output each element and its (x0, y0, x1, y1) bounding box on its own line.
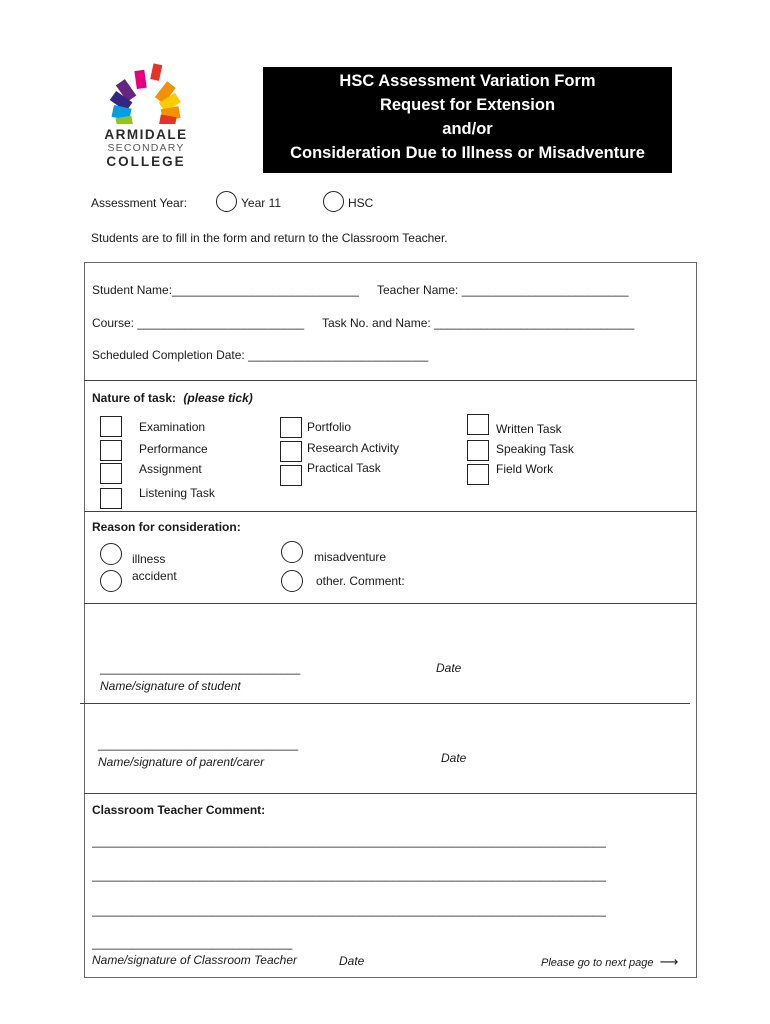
practical-task-label: Practical Task (307, 461, 381, 475)
examination-checkbox[interactable] (100, 416, 122, 437)
research-activity-label: Research Activity (307, 441, 400, 455)
task-name-field[interactable]: Task No. and Name: ______________________________ (322, 316, 635, 330)
section-divider (84, 380, 697, 381)
parent-signature-line[interactable]: ______________________________ (98, 737, 299, 751)
reason-heading: Reason for consideration: (92, 520, 241, 534)
next-page-text: Please go to next page (541, 957, 654, 969)
teacher-comment-line[interactable]: _____________________________________________________________________________ (92, 903, 606, 917)
assessment-year-label: Assessment Year: (91, 196, 188, 210)
accident-radio[interactable] (100, 570, 122, 592)
performance-checkbox[interactable] (100, 440, 122, 461)
leaf-logo-icon (96, 58, 196, 124)
written-task-checkbox[interactable] (467, 414, 489, 435)
teacher-signature-label: Name/signature of Classroom Teacher (92, 953, 297, 967)
teacher-comment-line[interactable]: _____________________________________________________________________________ (92, 868, 606, 882)
instructions-text: Students are to fill in the form and return to the Classroom Teacher. (91, 231, 448, 245)
misadventure-radio[interactable] (281, 541, 303, 563)
student-signature-label: Name/signature of student (100, 679, 241, 693)
assignment-checkbox[interactable] (100, 463, 122, 484)
listening-task-label: Listening Task (139, 486, 215, 500)
speaking-task-checkbox[interactable] (467, 440, 489, 461)
misadventure-label: misadventure (314, 550, 387, 564)
teacher-date-label: Date (339, 954, 365, 968)
parent-signature-label: Name/signature of parent/carer (98, 755, 265, 769)
logo-line-2: SECONDARY (107, 142, 185, 154)
nature-heading-text: Nature of task: (92, 391, 177, 405)
student-name-field[interactable]: Student Name:____________________________ (92, 283, 359, 297)
assignment-label: Assignment (139, 462, 202, 476)
form-title (263, 67, 672, 173)
portfolio-label: Portfolio (307, 420, 352, 434)
course-field[interactable]: Course: _________________________ (92, 316, 305, 330)
year-11-label: Year 11 (241, 196, 282, 210)
parent-date-label: Date (441, 751, 467, 765)
hsc-radio[interactable] (323, 191, 344, 212)
logo-line-3: COLLEGE (106, 154, 186, 169)
year-11-radio[interactable] (216, 191, 237, 212)
title-line-4: Consideration Due to Illness or Misadventure (290, 144, 645, 162)
nature-heading-note: (please tick) (183, 391, 253, 405)
field-work-checkbox[interactable] (467, 464, 489, 485)
hsc-label: HSC (348, 196, 374, 210)
examination-label: Examination (139, 420, 206, 434)
nature-heading (92, 391, 253, 405)
logo-text (100, 127, 192, 169)
listening-task-checkbox[interactable] (100, 488, 122, 509)
section-divider (84, 603, 697, 604)
field-work-label: Field Work (496, 462, 554, 476)
next-page-note (541, 954, 678, 970)
practical-task-checkbox[interactable] (280, 465, 302, 486)
arrow-right-icon: ⟶ (659, 954, 679, 969)
speaking-task-label: Speaking Task (496, 442, 574, 456)
section-divider (80, 703, 690, 704)
title-line-2: Request for Extension (379, 96, 556, 114)
performance-label: Performance (139, 442, 208, 456)
student-date-label: Date (436, 661, 462, 675)
other-radio[interactable] (281, 570, 303, 592)
section-divider (84, 793, 697, 794)
teacher-comment-line[interactable]: _____________________________________________________________________________ (92, 834, 606, 848)
section-divider (84, 511, 697, 512)
scheduled-date-field[interactable]: Scheduled Completion Date: ___________________________ (92, 348, 429, 362)
other-comment-label: other. Comment: (316, 574, 405, 588)
research-activity-checkbox[interactable] (280, 441, 302, 462)
logo-line-1: ARMIDALE (104, 127, 188, 142)
portfolio-checkbox[interactable] (280, 417, 302, 438)
student-signature-line[interactable]: ______________________________ (100, 661, 301, 675)
teacher-comment-heading: Classroom Teacher Comment: (92, 803, 266, 817)
written-task-label: Written Task (496, 422, 562, 436)
teacher-name-field[interactable]: Teacher Name: _________________________ (377, 283, 629, 297)
title-line-3: and/or (442, 120, 493, 138)
teacher-signature-line[interactable]: ______________________________ (92, 936, 293, 950)
accident-label: accident (132, 569, 177, 583)
title-line-1: HSC Assessment Variation Form (339, 72, 596, 90)
illness-radio[interactable] (100, 543, 122, 565)
illness-label: illness (132, 552, 166, 566)
